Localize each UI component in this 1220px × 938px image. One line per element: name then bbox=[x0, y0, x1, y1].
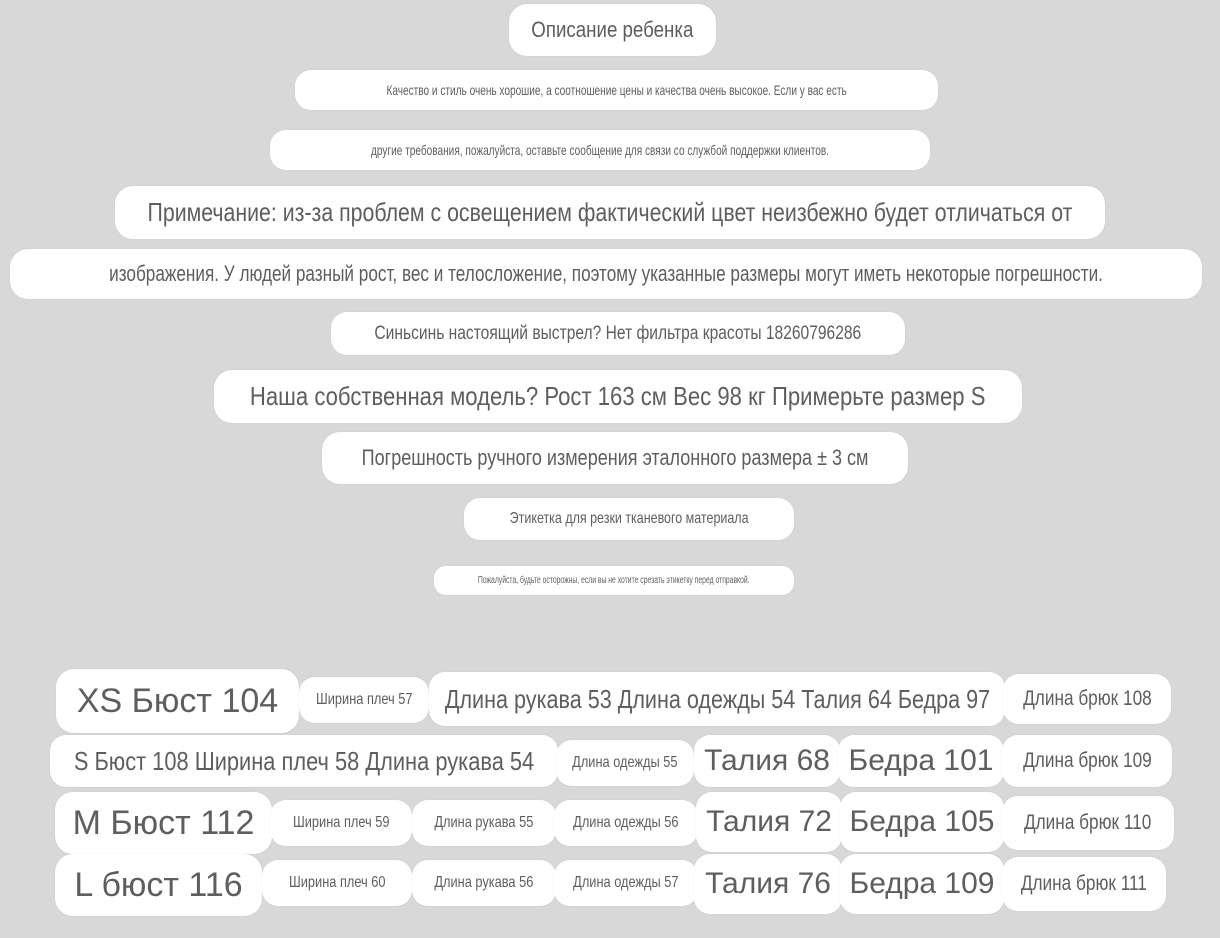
lighting-note-line-2 bbox=[10, 249, 1202, 299]
size-xs-measurements bbox=[429, 672, 1005, 726]
size-l-sleeve-text: Длина рукава 56 bbox=[434, 874, 534, 891]
size-l-sleeve bbox=[412, 860, 556, 906]
measurement-error-note-text: Погрешность ручного измерения эталонного размера ± 3 см bbox=[361, 445, 869, 470]
model-info-text: Наша собственная модель? Рост 163 см Вес 98 кг Примерьте размер S bbox=[250, 381, 986, 411]
label-warning-note-text: Пожалуйста, будьте осторожны, если вы не хотите срезать этикетку перед отправкой. bbox=[478, 575, 750, 586]
size-l-hips bbox=[840, 854, 1004, 914]
size-xs-shoulder bbox=[299, 677, 429, 723]
size-l-length-text: Длина одежды 57 bbox=[573, 874, 679, 891]
real-shot-note-text: Синьсинь настоящий выстрел? Нет фильтра красоты 18260796286 bbox=[374, 322, 862, 344]
size-l-waist-text: Талия 76 bbox=[705, 867, 831, 900]
description-title-text: Описание ребенка bbox=[531, 17, 694, 42]
quality-text-line-1 bbox=[295, 70, 938, 110]
size-l-shoulder-text: Ширина плеч 60 bbox=[288, 874, 386, 891]
size-m-hips bbox=[840, 792, 1004, 852]
size-m-sleeve-text: Длина рукава 55 bbox=[434, 814, 534, 831]
lighting-note-line-1 bbox=[115, 186, 1105, 239]
size-xs-pants bbox=[1003, 674, 1171, 724]
model-info bbox=[214, 370, 1022, 423]
measurement-error-note bbox=[322, 432, 908, 484]
size-l-length bbox=[554, 860, 698, 906]
size-m-hips-text: Бедра 105 bbox=[849, 805, 995, 838]
real-shot-note bbox=[331, 312, 905, 355]
size-l-waist bbox=[694, 854, 842, 914]
size-l-bust-text: L бюст 116 bbox=[74, 865, 243, 904]
size-xs-measurements-text: Длина рукава 53 Длина одежды 54 Талия 64 Бедра 97 bbox=[444, 683, 990, 714]
size-s-length bbox=[556, 740, 694, 786]
size-m-bust bbox=[55, 792, 272, 854]
size-s-waist bbox=[694, 735, 840, 787]
size-m-waist-text: Талия 72 bbox=[706, 805, 832, 838]
size-m-bust-text: M Бюст 112 bbox=[72, 803, 255, 842]
size-m-length bbox=[554, 800, 698, 846]
size-m-length-text: Длина одежды 56 bbox=[573, 814, 679, 831]
label-warning-note bbox=[434, 566, 794, 595]
size-s-pants bbox=[1002, 735, 1172, 787]
size-xs-bust-text: XS Бюст 104 bbox=[76, 681, 279, 720]
fabric-label-note bbox=[464, 498, 794, 540]
lighting-note-line-2-text: изображения. У людей разный рост, вес и телосложение, поэтому указанные размеры могут иметь некоторые погрешности. bbox=[109, 261, 1103, 286]
size-l-pants-text: Длина брюк 111 bbox=[1020, 872, 1148, 895]
size-s-hips bbox=[838, 735, 1004, 787]
size-l-bust bbox=[55, 854, 262, 916]
quality-text-line-1-text: Качество и стиль очень хорошие, а соотношение цены и качества очень высокое. Если у вас есть bbox=[386, 82, 847, 98]
size-l-pants bbox=[1002, 857, 1166, 911]
size-s-bust-shoulder-sleeve bbox=[50, 735, 558, 787]
size-m-waist bbox=[696, 792, 842, 852]
size-s-waist-text: Талия 68 bbox=[704, 744, 830, 777]
size-s-pants-text: Длина брюк 109 bbox=[1022, 749, 1152, 772]
size-xs-pants-text: Длина брюк 108 bbox=[1022, 687, 1152, 710]
fabric-label-note-text: Этикетка для резки тканевого материала bbox=[509, 510, 749, 527]
size-l-hips-text: Бедра 109 bbox=[849, 867, 995, 900]
description-title bbox=[509, 4, 716, 56]
size-m-shoulder bbox=[270, 800, 412, 846]
size-xs-shoulder-text: Ширина плеч 57 bbox=[315, 691, 413, 708]
size-s-hips-text: Бедра 101 bbox=[848, 744, 994, 777]
lighting-note-line-1-text: Примечание: из-за проблем с освещением фактический цвет неизбежно будет отличаться от bbox=[147, 197, 1073, 227]
size-m-shoulder-text: Ширина плеч 59 bbox=[292, 814, 390, 831]
quality-text-line-2 bbox=[270, 130, 930, 170]
quality-text-line-2-text: другие требования, пожалуйста, оставьте сообщение для связи со службой поддержки клиентов. bbox=[371, 142, 829, 158]
size-l-shoulder bbox=[262, 860, 412, 906]
size-m-sleeve bbox=[412, 800, 556, 846]
size-s-bust-shoulder-sleeve-text: S Бюст 108 Ширина плеч 58 Длина рукава 54 bbox=[73, 745, 535, 776]
size-m-pants bbox=[1002, 796, 1174, 850]
size-xs-bust bbox=[56, 669, 299, 733]
size-s-length-text: Длина одежды 55 bbox=[572, 754, 678, 771]
size-m-pants-text: Длина брюк 110 bbox=[1024, 811, 1152, 834]
